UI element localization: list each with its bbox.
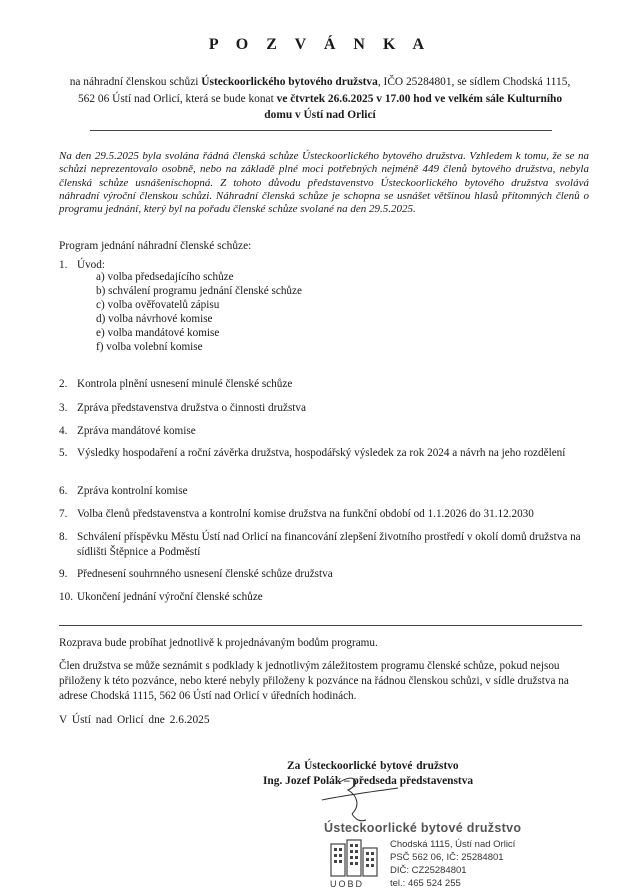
- program-item-number: 3.: [59, 402, 68, 414]
- program-item-number: 4.: [59, 425, 68, 437]
- program-item-number: 2.: [59, 378, 68, 390]
- sub-item-b: b) schválení programu jednání členské schůze: [96, 285, 302, 297]
- program-item-number: 6.: [59, 485, 68, 497]
- intro-text-1: na náhradní členskou schůzi: [69, 76, 202, 88]
- program-item-number: 1.: [59, 259, 68, 271]
- meeting-datetime-place: ve čtvrtek 26.6.2025 v 17.00 hod ve velkém sále Kulturního domu v Ústí nad Orlicí: [264, 92, 563, 121]
- program-item-text: Zpráva kontrolní komise: [77, 485, 188, 497]
- program-item-text: Úvod:: [77, 259, 105, 271]
- program-heading: Program jednání náhradní členské schůze:: [59, 240, 252, 252]
- program-item-text: Zpráva představenstva družstva o činnosti družstva: [77, 402, 306, 414]
- program-item-number: 10.: [59, 591, 73, 603]
- materials-note: Člen družstva se může seznámit s podklady k jednotlivým záležitostem programu členské schůze, pokud nejsou přiloženy k této pozvánce, nebo které nebyly přiloženy k pozvánce na řádnou členskou schůzi, v sídle družstva na adrese Chodská 1115, 562 06 Ústí nad Orlicí v úředních hodinách.: [59, 660, 569, 703]
- quorum-notice: Na den 29.5.2025 byla svolána řádná členská schůze Ústeckoorlického bytového družstva. Vzhledem k tomu, že se na schůzi neprezentovalo osobně, nebo na základě plné moci potřebných nejméně 449 členů bytového družstva, nebyla členská schůze usnášeníschopná. Z tohoto důvodu představenstvo Ústeckoorlického bytového družstva svolává náhradní výroční členskou schůzi. Náhradní členská schůze je schopna se usnášet většinou hlasů přítomných členů o programu jednání, který byl na pořadu členské schůze svolané na den 29.5.2025.: [59, 150, 589, 216]
- program-item-text: Zpráva mandátové komise: [77, 425, 196, 437]
- place-and-date: V Ústí nad Orlicí dne 2.6.2025: [59, 714, 210, 726]
- signature-line-2: Ing. Jozef Polák – předseda představenstva: [263, 775, 474, 787]
- discussion-note: Rozprava bude probíhat jednotlivě k projednávaným bodům programu.: [59, 637, 378, 649]
- program-item-number: 9.: [59, 568, 68, 580]
- sub-item-e: e) volba mandátové komise: [96, 327, 220, 339]
- sub-item-f: f) volba volební komise: [96, 341, 203, 353]
- stamp-vat: DIČ: CZ25284801: [390, 865, 467, 876]
- program-item-number: 8.: [59, 531, 68, 543]
- program-item-text: Schválení příspěvku Městu Ústí nad Orlicí na financování zlepšení životního prostředí v okolí domů družstva na sídlišti Štěpnice a Podměstí: [77, 531, 581, 558]
- sub-item-a: a) volba předsedajícího schůze: [96, 271, 234, 283]
- stamp-address: Chodská 1115, Ústí nad Orlicí: [390, 839, 516, 850]
- program-item-text: Kontrola plnění usnesení minulé členské schůze: [77, 378, 293, 390]
- organization-name: Ústeckoorlického bytového družstva: [201, 76, 378, 88]
- stamp-company-name: Ústeckoorlické bytové družstvo: [324, 821, 522, 835]
- sub-item-d: d) volba návrhové komise: [96, 313, 213, 325]
- stamp-logo-text: UOBD: [330, 879, 365, 889]
- program-item-text: Volba členů představenstva a kontrolní komise družstva na funkční období od 1.1.2026 do 31.12.2030: [77, 508, 534, 520]
- sub-item-c: c) volba ověřovatelů zápisu: [96, 299, 220, 311]
- program-item-text: Ukončení jednání výroční členské schůze: [77, 591, 263, 603]
- divider-bottom: [59, 625, 582, 626]
- program-item-number: 7.: [59, 508, 68, 520]
- program-item-number: 5.: [59, 447, 68, 459]
- document-title: P O Z V Á N K A: [208, 36, 432, 53]
- intro-text-2: , IČO 25284801, se sídlem Chodská 1115, 562 06 Ústí nad Orlicí, která se bude konat: [77, 76, 571, 105]
- signature-line-1: Za Ústeckoorlické bytové družstvo: [287, 760, 459, 772]
- stamp-phone: tel.: 465 524 255: [390, 878, 461, 889]
- intro-paragraph: [64, 74, 576, 124]
- stamp-ids: PSČ 562 06, IČ: 25284801: [390, 852, 504, 863]
- building-logo-icon: [328, 838, 382, 878]
- program-item-text: Výsledky hospodaření a roční závěrka družstva, hospodářský výsledek za rok 2024 a návrh na jeho rozdělení: [77, 447, 566, 459]
- program-item-text: Přednesení souhrnného usnesení členské schůze družstva: [77, 568, 333, 580]
- divider-top: [90, 130, 552, 131]
